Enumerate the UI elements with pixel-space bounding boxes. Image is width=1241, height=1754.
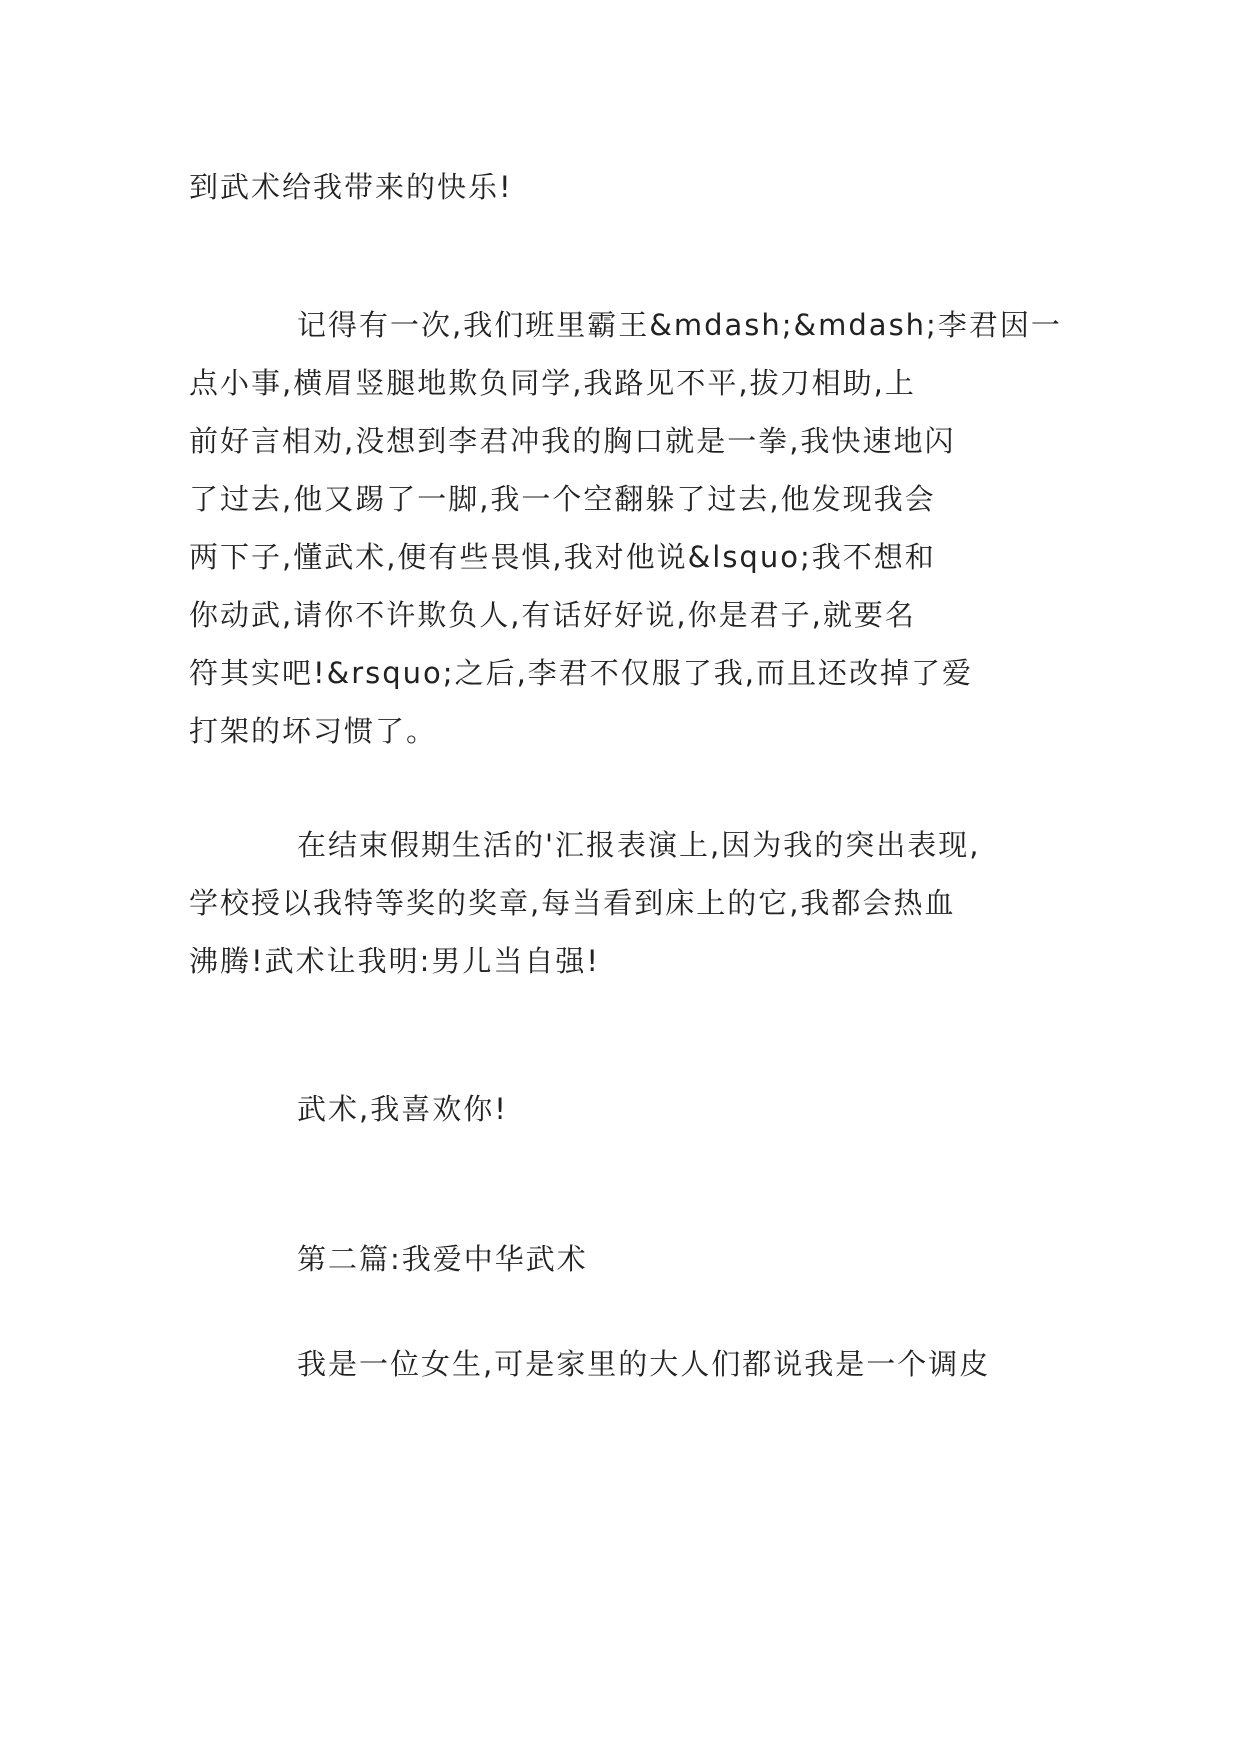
paragraph-story: 记得有一次,我们班里霸王&mdash;&mdash;李君因一 点小事,横眉竖腿地欺负同学,我路见不平,拔刀相助,上 前好言相劝,没想到李君冲我的胸口就是一拳,我快速地闪 了过去,他又踢了一脚,我一个空翻躲了过去,他发现我会 两下子,懂武术,便有些畏惧,我对他说&lsquo;我不想和 你动武,请你不许欺负人,有话好好说,你是君子,就要名 符其实吧!&rsquo;之后,李君不仅服了我,而且还改掉了爱 打架的坏习惯了。 xyxy=(189,308,1062,748)
section-heading: 第二篇:我爱中华武术 xyxy=(297,1242,588,1276)
paragraph-continuation: 到武术给我带来的快乐! xyxy=(189,170,513,204)
paragraph-intro: 我是一位女生,可是家里的大人们都说我是一个调皮 xyxy=(297,1347,991,1381)
paragraph-closing: 武术,我喜欢你! xyxy=(297,1092,508,1126)
paragraph-award: 在结束假期生活的'汇报表演上,因为我的突出表现, 学校授以我特等奖的奖章,每当看到床上的它,我都会热血 沸腾!武术让我明:男儿当自强! xyxy=(189,828,981,978)
